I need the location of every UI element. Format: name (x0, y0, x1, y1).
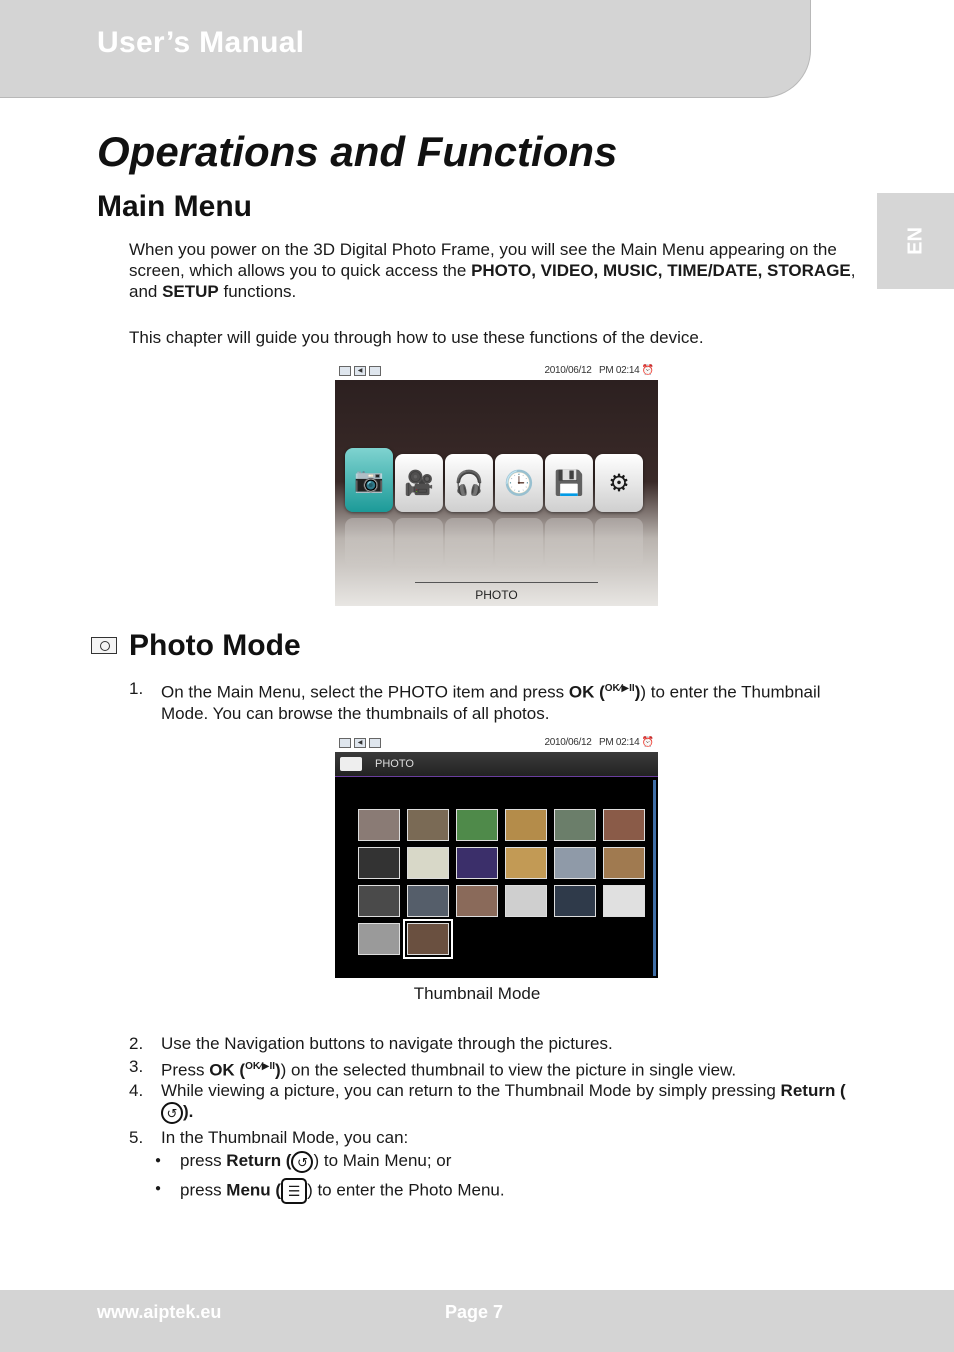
menu-selected-label: PHOTO (475, 588, 518, 602)
step-list-2 (129, 1033, 849, 1148)
step-text: On the Main Menu, select the PHOTO item and press (161, 682, 569, 702)
menu-icon: ☰ (281, 1178, 307, 1204)
thumbnail-cell[interactable] (600, 882, 648, 919)
thumbnail-image[interactable] (505, 847, 547, 879)
thumbnail-cell[interactable] (600, 806, 648, 843)
thumbnail-cell[interactable] (453, 806, 501, 843)
thumbnail-cell[interactable] (404, 882, 452, 919)
storage-tile-usb-icon[interactable]: 💾 (545, 454, 593, 512)
ok-label: OK ( (209, 1060, 246, 1080)
photo-mode-heading: Photo Mode (129, 629, 301, 662)
footer-bar (0, 1290, 954, 1352)
return-icon: ↺ (291, 1151, 313, 1173)
ok-label: OK ( (568, 682, 605, 702)
speaker-icon: ◀ (354, 738, 366, 748)
tile-reflection (345, 518, 643, 568)
bullet-text-end: ) to enter the Photo Menu. (307, 1180, 505, 1200)
step-text: Press (161, 1060, 210, 1080)
bullet-return (155, 1150, 505, 1178)
music-tile-headphones-icon[interactable]: 🎧 (445, 454, 493, 512)
thumbnail-image[interactable] (456, 847, 498, 879)
thumbnail-mode-screenshot (335, 734, 658, 978)
status-datetime: 2010/06/12 PM 02:14 ⏰ (544, 737, 654, 748)
menu-divider (415, 582, 598, 583)
main-menu-screenshot (335, 362, 658, 606)
thumbnail-caption: Thumbnail Mode (413, 984, 541, 1003)
bullet-text: press (180, 1180, 227, 1200)
thumbnail-cell[interactable] (502, 806, 550, 843)
thumbnail-image[interactable] (407, 809, 449, 841)
step-number: 3. (129, 1057, 144, 1076)
return-icon: ↺ (161, 1102, 183, 1124)
intro-text: When you power on the 3D Digital Photo Frame, you will see the Main Menu appearing on the screen, which allows you to quick access the (129, 240, 837, 280)
chapter-guide-text: This chapter will guide you through how to use these functions of the device. (129, 328, 704, 347)
return-close: ). (183, 1102, 194, 1121)
language-tab (877, 193, 954, 289)
step-4 (129, 1080, 849, 1127)
thumbnail-cell[interactable] (355, 882, 403, 919)
step-number: 2. (129, 1034, 144, 1053)
thumbnail-image[interactable] (358, 809, 400, 841)
bullet-text-end: ) to Main Menu; or (313, 1151, 452, 1170)
thumbnail-image[interactable] (603, 885, 645, 917)
thumbnail-image[interactable] (358, 885, 400, 917)
step-number: 4. (129, 1081, 144, 1100)
main-menu-intro (129, 239, 869, 302)
thumbnail-grid (355, 806, 648, 957)
thumbnail-cell[interactable] (453, 882, 501, 919)
thumbnail-image[interactable] (407, 885, 449, 917)
menu-label: Menu ( (226, 1180, 282, 1200)
status-bar (335, 734, 658, 752)
status-date: 2010/06/12 (544, 365, 592, 376)
step-text: In the Thumbnail Mode, you can: (161, 1128, 409, 1147)
status-time: PM 02:14 (598, 737, 640, 748)
card-icon (339, 366, 351, 376)
header-bar (0, 0, 811, 98)
thumbnail-image[interactable] (554, 809, 596, 841)
video-tile-video-camera-icon[interactable]: 🎥 (395, 454, 443, 512)
status-icons (339, 366, 381, 376)
thumbnail-mode-label: PHOTO (375, 758, 414, 770)
thumbnail-cell[interactable] (502, 844, 550, 881)
status-bar (335, 362, 658, 380)
thumbnail-cell[interactable] (551, 844, 599, 881)
thumbnail-image[interactable] (603, 809, 645, 841)
page-number: Page 7 (445, 1302, 504, 1322)
thumbnail-cell[interactable] (404, 920, 452, 957)
thumbnail-image[interactable] (603, 847, 645, 879)
thumbnail-titlebar (335, 752, 658, 777)
thumbnail-cell[interactable] (551, 882, 599, 919)
battery-icon (369, 738, 381, 748)
thumbnail-image[interactable] (456, 885, 498, 917)
thumbnail-image[interactable] (505, 809, 547, 841)
photo-tile-camera-icon[interactable]: 📷 (345, 448, 393, 512)
return-label: Return ( (780, 1081, 846, 1100)
step-text: While viewing a picture, you can return to the Thumbnail Mode by simply pressing (161, 1081, 781, 1100)
ok-play-pause-icon: OK⁄▶II (245, 1061, 275, 1072)
bullet-menu (155, 1178, 505, 1206)
step-text-end: ) to enter the Thumbnail Mode. You can browse the thumbnails of all photos. (161, 682, 821, 723)
intro-and: , and (129, 261, 856, 301)
setup-tile-gear-icon[interactable]: ⚙ (595, 454, 643, 512)
thumbnail-cell[interactable] (600, 844, 648, 881)
thumbnail-image[interactable] (407, 923, 449, 955)
footer-url[interactable]: www.aiptek.eu (97, 1302, 222, 1322)
step-number: 1. (129, 679, 144, 698)
thumbnail-cell[interactable] (551, 806, 599, 843)
manual-title: User’s Manual (97, 26, 305, 59)
status-icons (339, 738, 381, 748)
thumbnail-image[interactable] (456, 809, 498, 841)
thumbnail-cell[interactable] (502, 882, 550, 919)
thumbnail-image[interactable] (407, 847, 449, 879)
thumbnail-cell[interactable] (453, 844, 501, 881)
status-time: PM 02:14 (598, 365, 640, 376)
step-number: 5. (129, 1128, 144, 1147)
battery-icon (369, 366, 381, 376)
step-text: Use the Navigation buttons to navigate through the pictures. (161, 1034, 613, 1053)
main-menu-heading: Main Menu (97, 190, 252, 223)
speaker-icon: ◀ (354, 366, 366, 376)
return-label: Return ( (226, 1151, 292, 1170)
thumbnail-options (155, 1150, 505, 1206)
intro-end: functions. (218, 282, 297, 301)
thumbnail-image[interactable] (554, 847, 596, 879)
thumbnail-image[interactable] (505, 885, 547, 917)
status-date: 2010/06/12 (544, 737, 592, 748)
thumbnail-cell[interactable] (355, 844, 403, 881)
step-list-1 (129, 678, 849, 724)
step-3: 3. Press OK ($^{OK⁄▶II}$)) on the selected thumbnail to view the picture in single view. (129, 1057, 737, 1080)
step-2 (129, 1033, 849, 1056)
language-label: EN (904, 227, 926, 255)
step-5 (129, 1127, 849, 1148)
time-date-tile-clock-icon[interactable]: 🕒 (495, 454, 543, 512)
thumbnail-image[interactable] (358, 923, 400, 955)
thumbnail-cell[interactable] (404, 844, 452, 881)
thumbnail-image[interactable] (358, 847, 400, 879)
ok-play-pause-icon: OK⁄▶II (604, 683, 635, 694)
card-icon (339, 738, 351, 748)
camera-icon (91, 637, 117, 654)
page-title: Operations and Functions (97, 128, 618, 175)
thumbnail-image[interactable] (554, 885, 596, 917)
scrollbar[interactable] (653, 780, 656, 976)
thumbnail-cell[interactable] (404, 806, 452, 843)
step-1: 1. On the Main Menu, select the PHOTO item and press OK ($^{OK⁄▶II}$)) to enter the Thumbnail Mode. You can browse the thumbnails of all photos. (129, 679, 821, 723)
menu-tiles (345, 454, 643, 512)
camera-icon (340, 757, 362, 771)
status-datetime: 2010/06/12 PM 02:14 ⏰ (544, 365, 654, 376)
thumbnail-cell[interactable] (355, 920, 403, 957)
intro-setup: SETUP (162, 282, 219, 301)
step-text-end: ) on the selected thumbnail to view the picture in single view. (280, 1060, 737, 1080)
bullet-text: press (180, 1151, 227, 1170)
thumbnail-cell[interactable] (355, 806, 403, 843)
intro-functions: PHOTO, VIDEO, MUSIC, TIME/DATE, STORAGE (471, 261, 851, 280)
